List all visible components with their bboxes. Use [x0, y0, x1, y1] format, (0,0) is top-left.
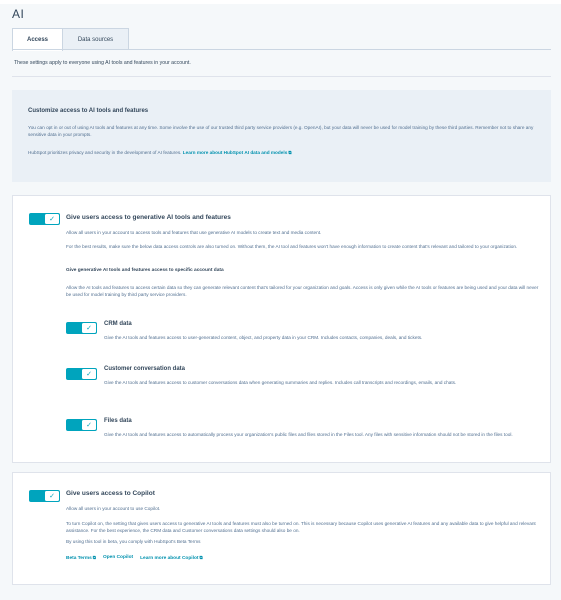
generative-ai-desc: Allow all users in your account to access tools and features that use generative AI models to create text and media content.	[66, 230, 322, 235]
tab-access[interactable]: Access	[12, 28, 63, 51]
info-paragraph: You can opt in or out of using AI tools and features at any time. Some involve the use of our trusted third party service providers (e.g. OpenAI), but your data will never be used for model training by these third parties. Remember not to share any sensitive data in your prompts.	[28, 125, 534, 138]
generative-ai-card	[12, 195, 551, 463]
conversation-data-title: Customer conversation data	[104, 366, 186, 372]
copilot-beta-notice: By using this tool in beta, you comply with HubSpot's Beta Terms	[66, 539, 201, 544]
beta-terms-link[interactable]	[66, 555, 96, 561]
learn-more-ai-link[interactable]	[183, 150, 292, 155]
crm-data-toggle[interactable]	[66, 322, 97, 334]
info-panel	[12, 90, 551, 182]
external-link-icon: ⧉	[199, 555, 203, 560]
tabs-divider	[12, 49, 551, 50]
learn-more-copilot-link[interactable]	[140, 555, 203, 561]
copilot-links	[66, 555, 203, 561]
tab-data-sources[interactable]: Data sources	[62, 28, 129, 50]
account-data-title: Give generative AI tools and features access to specific account data	[66, 268, 224, 273]
check-icon: ✓	[45, 214, 59, 224]
info-privacy-line	[28, 149, 540, 156]
learn-more-copilot-link-label: Learn more about Copilot	[140, 556, 199, 561]
conversation-data-toggle[interactable]	[66, 368, 97, 380]
generative-ai-toggle[interactable]	[29, 213, 60, 225]
files-data-title: Files data	[104, 418, 132, 424]
page-title: AI	[12, 7, 25, 21]
check-icon: ✓	[45, 491, 59, 501]
files-data-desc: Give the AI tools and features access to automatically process your organization's public files and files stored in the Files tool. Any files with sensitive information should not be stored in the files tool.	[104, 432, 513, 437]
check-icon: ✓	[82, 420, 96, 430]
open-copilot-link[interactable]: Open Copilot	[103, 555, 134, 560]
section-divider	[12, 76, 551, 77]
external-link-icon: ⧉	[92, 555, 96, 560]
top-strip	[0, 0, 561, 4]
copilot-desc: Allow all users in your account to use Copilot.	[66, 506, 161, 511]
copilot-card	[12, 472, 551, 585]
generative-ai-desc-2: For the best results, make sure the below data access controls are also turned on. Without them, the AI tool and features won't have enough information to create content that's relevant and tailored to your organization.	[66, 244, 518, 249]
check-icon: ✓	[82, 369, 96, 379]
info-title: Customize access to AI tools and features	[28, 108, 149, 114]
external-link-icon: ⧉	[288, 150, 292, 155]
account-data-desc: Allow the AI tools and features to access certain data so they can generate relevant content that's tailored for your organization and goals. Access is only given while the AI tools or features are being used and your data will never be used for model training by third party service providers.	[66, 285, 539, 298]
generative-ai-title: Give users access to generative AI tools and features	[66, 214, 231, 221]
copilot-title: Give users access to Copilot	[66, 490, 155, 497]
intro-text: These settings apply to everyone using AI tools and features in your account.	[14, 60, 191, 66]
beta-terms-link-label: Beta Terms	[66, 556, 92, 561]
copilot-desc-2: To turn Copilot on, the setting that gives users access to generative AI tools and features must also be turned on. This is necessary because Copilot uses generative AI features and any available data to give helpful and relevant assistance. For the best experience, the CRM data and Customer conversations data settings should also be on.	[66, 521, 536, 534]
check-icon: ✓	[82, 323, 96, 333]
conversation-data-desc: Give the AI tools and features access to customer conversations data when generating summaries and replies. Includes call transcripts and recordings, emails, and chats.	[104, 380, 457, 385]
learn-more-ai-link-label: Learn more about HubSpot AI data and models	[182, 150, 288, 155]
crm-data-desc: Give the AI tools and features access to user-generated content, object, and property data in your CRM. Includes contacts, companies, deals, and tickets.	[104, 335, 423, 340]
crm-data-title: CRM data	[104, 321, 132, 327]
info-privacy-text: HubSpot prioritizes privacy and security in the development of AI features.	[28, 150, 182, 155]
files-data-toggle[interactable]	[66, 419, 97, 431]
copilot-toggle[interactable]	[29, 490, 60, 502]
